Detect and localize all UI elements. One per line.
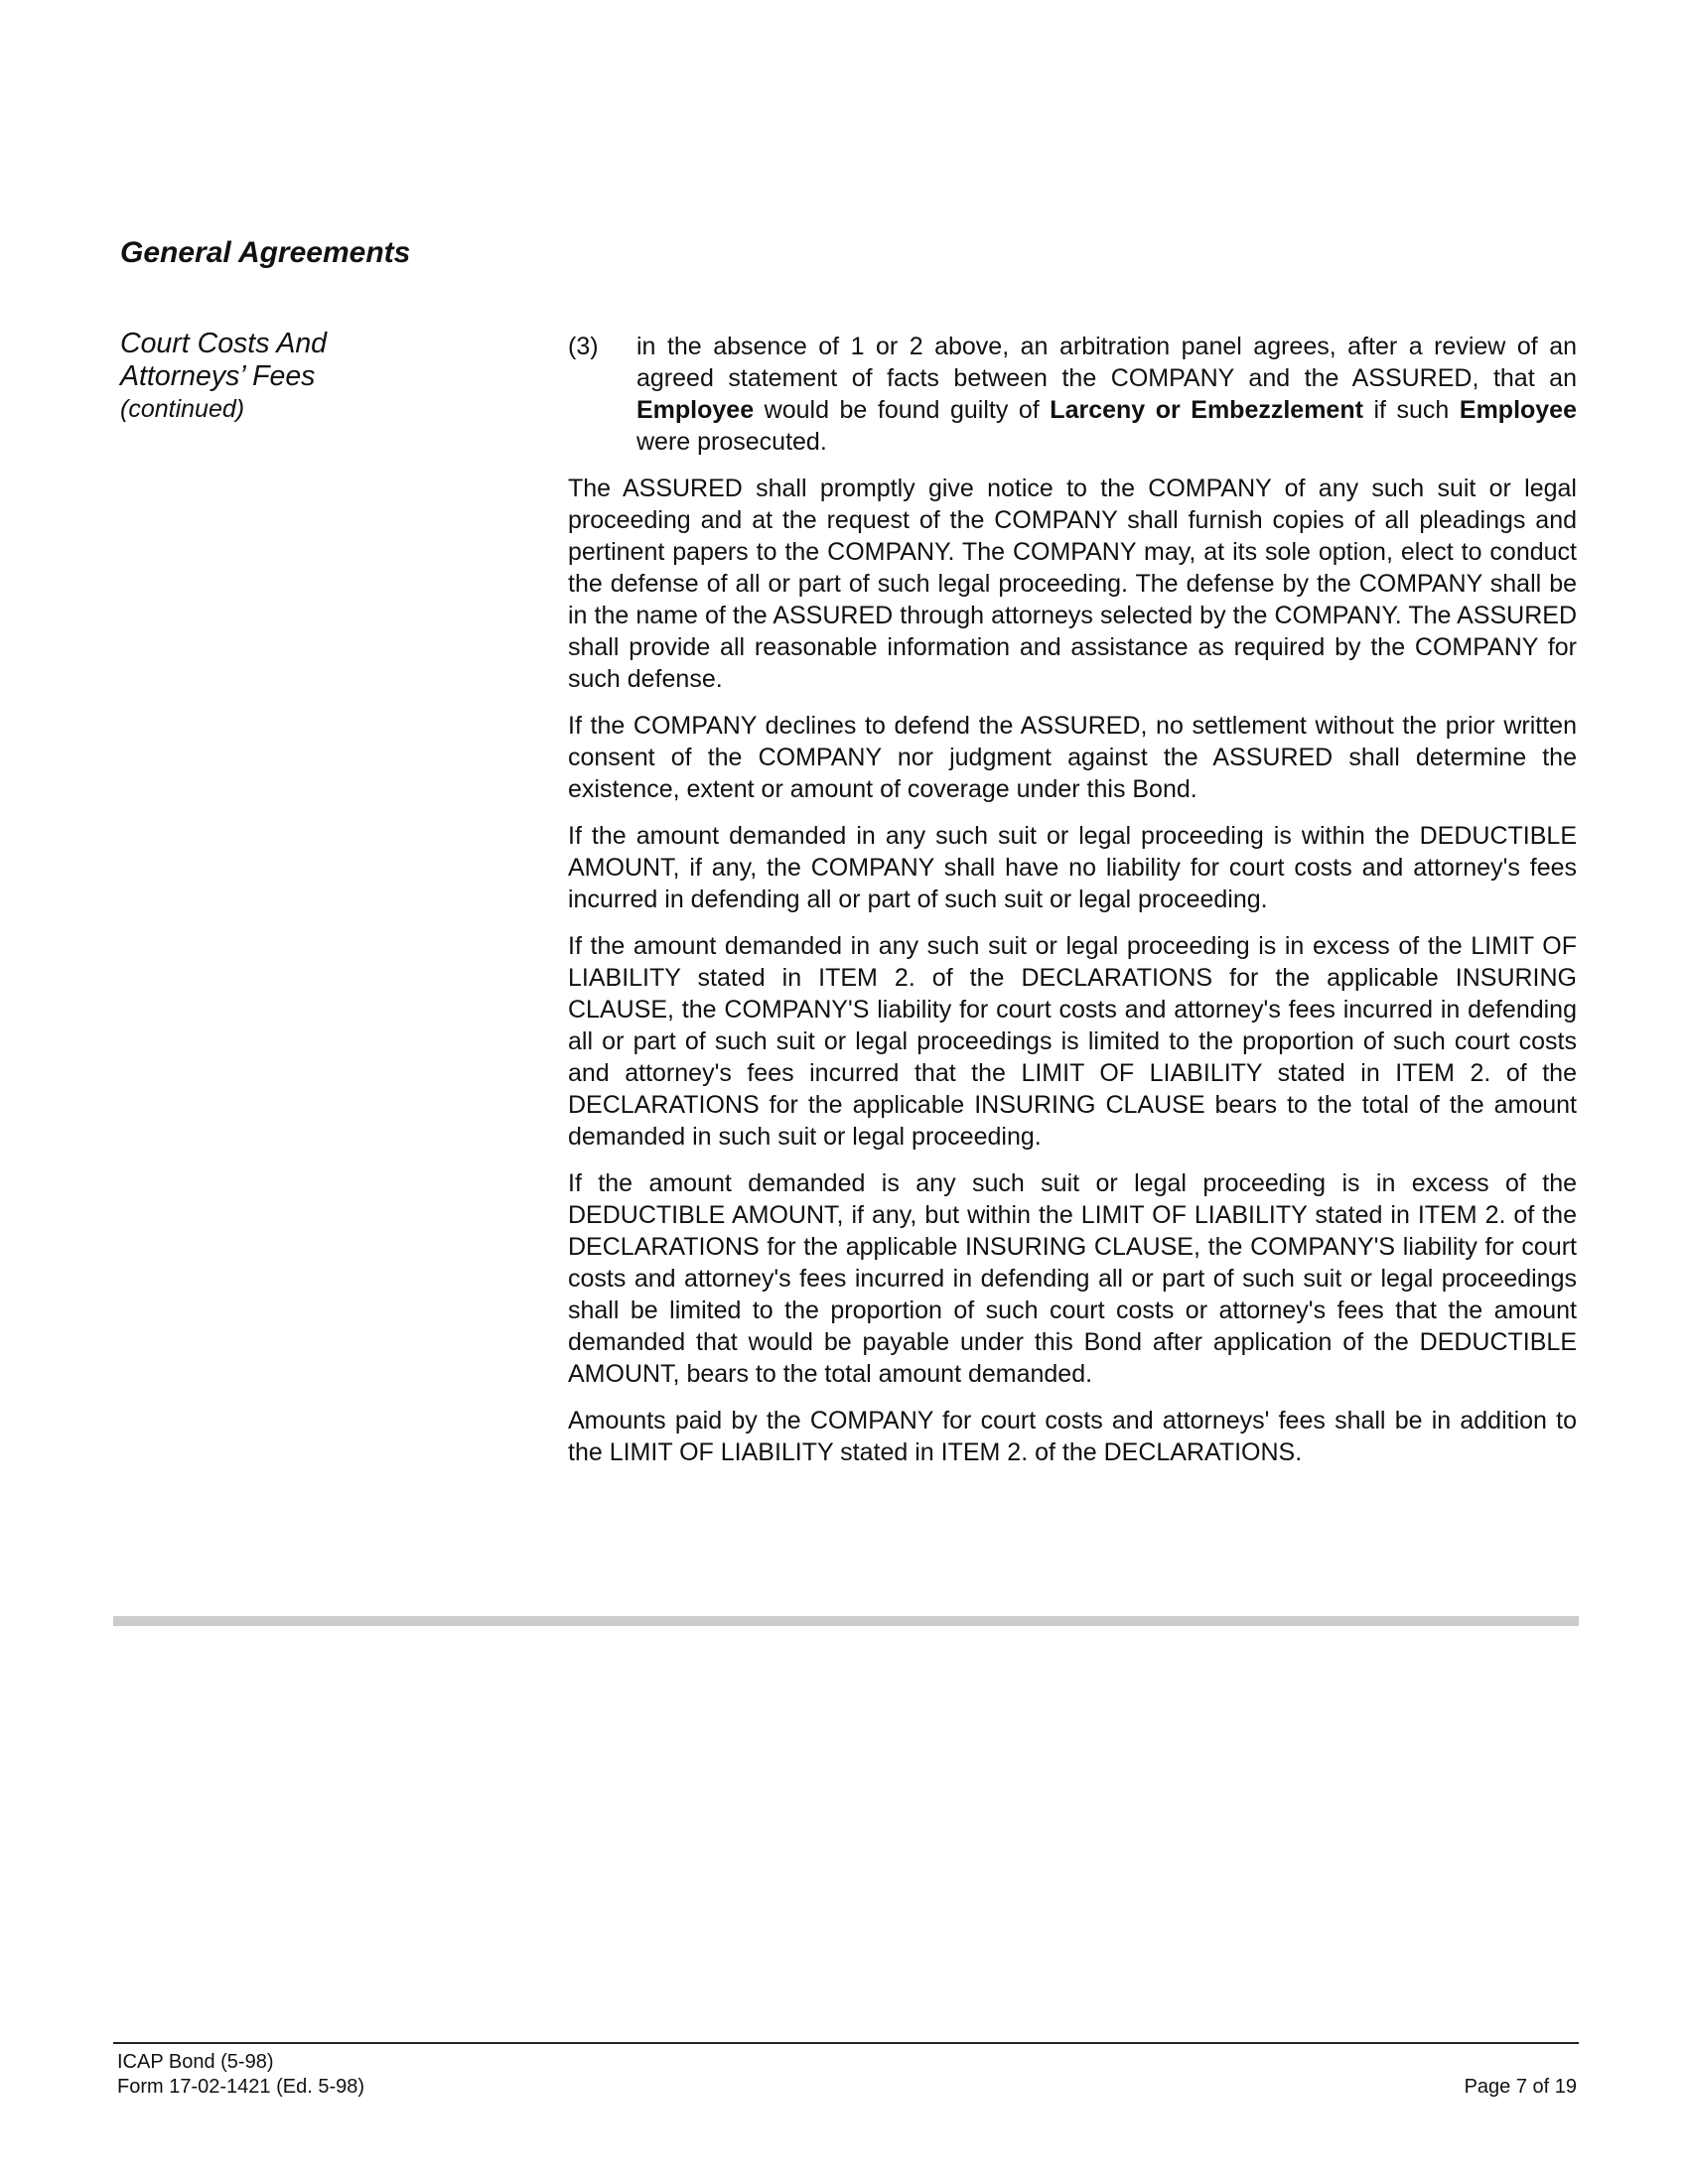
- footer-rule: [113, 2042, 1579, 2044]
- item3-bold-larceny: Larceny or Embezzlement: [1050, 396, 1363, 424]
- footer-bond-name: ICAP Bond (5-98): [117, 2051, 274, 2073]
- item3-bold-employee: Employee: [636, 396, 755, 424]
- paragraph-amounts-paid: Amounts paid by the COMPANY for court costs and attorneys' fees shall be in addition to the LIMIT OF LIABILITY stated in ITEM 2. of the DECLARATIONS.: [568, 1407, 1577, 1466]
- item3-text-4: were prosecuted.: [636, 428, 827, 456]
- paragraph-within-deductible: If the amount demanded in any such suit or legal proceeding is within the DEDUCTIBLE AMOUNT, if any, the COMPANY shall have no liability for court costs and attorney's fees incurred in defending all or part of such suit or legal proceeding.: [568, 822, 1577, 913]
- list-item-3: [568, 331, 1577, 458]
- footer-form-info: [117, 2050, 364, 2100]
- sidebar-heading-block: [120, 328, 418, 425]
- main-body: [568, 331, 1577, 1483]
- list-item-number: (3): [568, 333, 599, 360]
- sidebar-subheading: (continued): [120, 395, 245, 423]
- footer-form-number: Form 17-02-1421 (Ed. 5-98): [117, 2076, 365, 2098]
- paragraph-notice: The ASSURED shall promptly give notice to the COMPANY of any such suit or legal proceeding and at the request of the COMPANY shall furnish copies of all pleadings and pertinent papers to the COMPANY. The COMPANY may, at its sole option, elect to conduct the defense of all or part of such legal proceeding. The defense by the COMPANY shall be in the name of the ASSURED through attorneys selected by the COMPANY. The ASSURED shall provide all reasonable information and assistance as required by the COMPANY for such defense.: [568, 475, 1577, 693]
- item3-text-1: in the absence of 1 or 2 above, an arbitration panel agrees, after a review of an agreed statement of facts between the COMPANY and the ASSURED, that an: [636, 333, 1577, 392]
- paragraph-excess-limit: If the amount demanded in any such suit or legal proceeding is in excess of the LIMIT OF LIABILITY stated in ITEM 2. of the DECLARATIONS for the applicable INSURING CLAUSE, the COMPANY'S liability for court costs and attorney's fees incurred in defending all or part of such suit or legal proceedings is limited to the proportion of such court costs and attorney's fees incurred that the LIMIT OF LIABILITY stated in ITEM 2. of the DECLARATIONS for the applicable INSURING CLAUSE bears to the total of the amount demanded in such suit or legal proceeding.: [568, 932, 1577, 1151]
- sidebar-heading-line1: Court Costs And: [120, 328, 328, 359]
- list-item-text: [636, 331, 1577, 458]
- section-divider: [113, 1616, 1579, 1626]
- sidebar-heading-line2: Attorneys’ Fees: [120, 360, 316, 392]
- item3-text-3: if such: [1362, 396, 1460, 424]
- paragraph-declines-defend: If the COMPANY declines to defend the ASSURED, no settlement without the prior written consent of the COMPANY nor judgment against the ASSURED shall determine the existence, extent or amount of coverage under this Bond.: [568, 712, 1577, 803]
- item3-bold-employee-2: Employee: [1459, 396, 1577, 424]
- item3-text-2: would be found guilty of: [754, 396, 1051, 424]
- page-number: Page 7 of 19: [1464, 2076, 1577, 2098]
- section-title: General Agreements: [120, 236, 411, 269]
- paragraph-excess-deductible: If the amount demanded is any such suit or legal proceeding is in excess of the DEDUCTIBLE AMOUNT, if any, but within the LIMIT OF LIABILITY stated in ITEM 2. of the DECLARATIONS for the applicable INSURING CLAUSE, the COMPANY'S liability for court costs and attorney's fees incurred in defending all or part of such suit or legal proceedings shall be limited to the proportion of such court costs or attorney's fees that the amount demanded that would be payable under this Bond after application of the DEDUCTIBLE AMOUNT, bears to the total amount demanded.: [568, 1169, 1577, 1388]
